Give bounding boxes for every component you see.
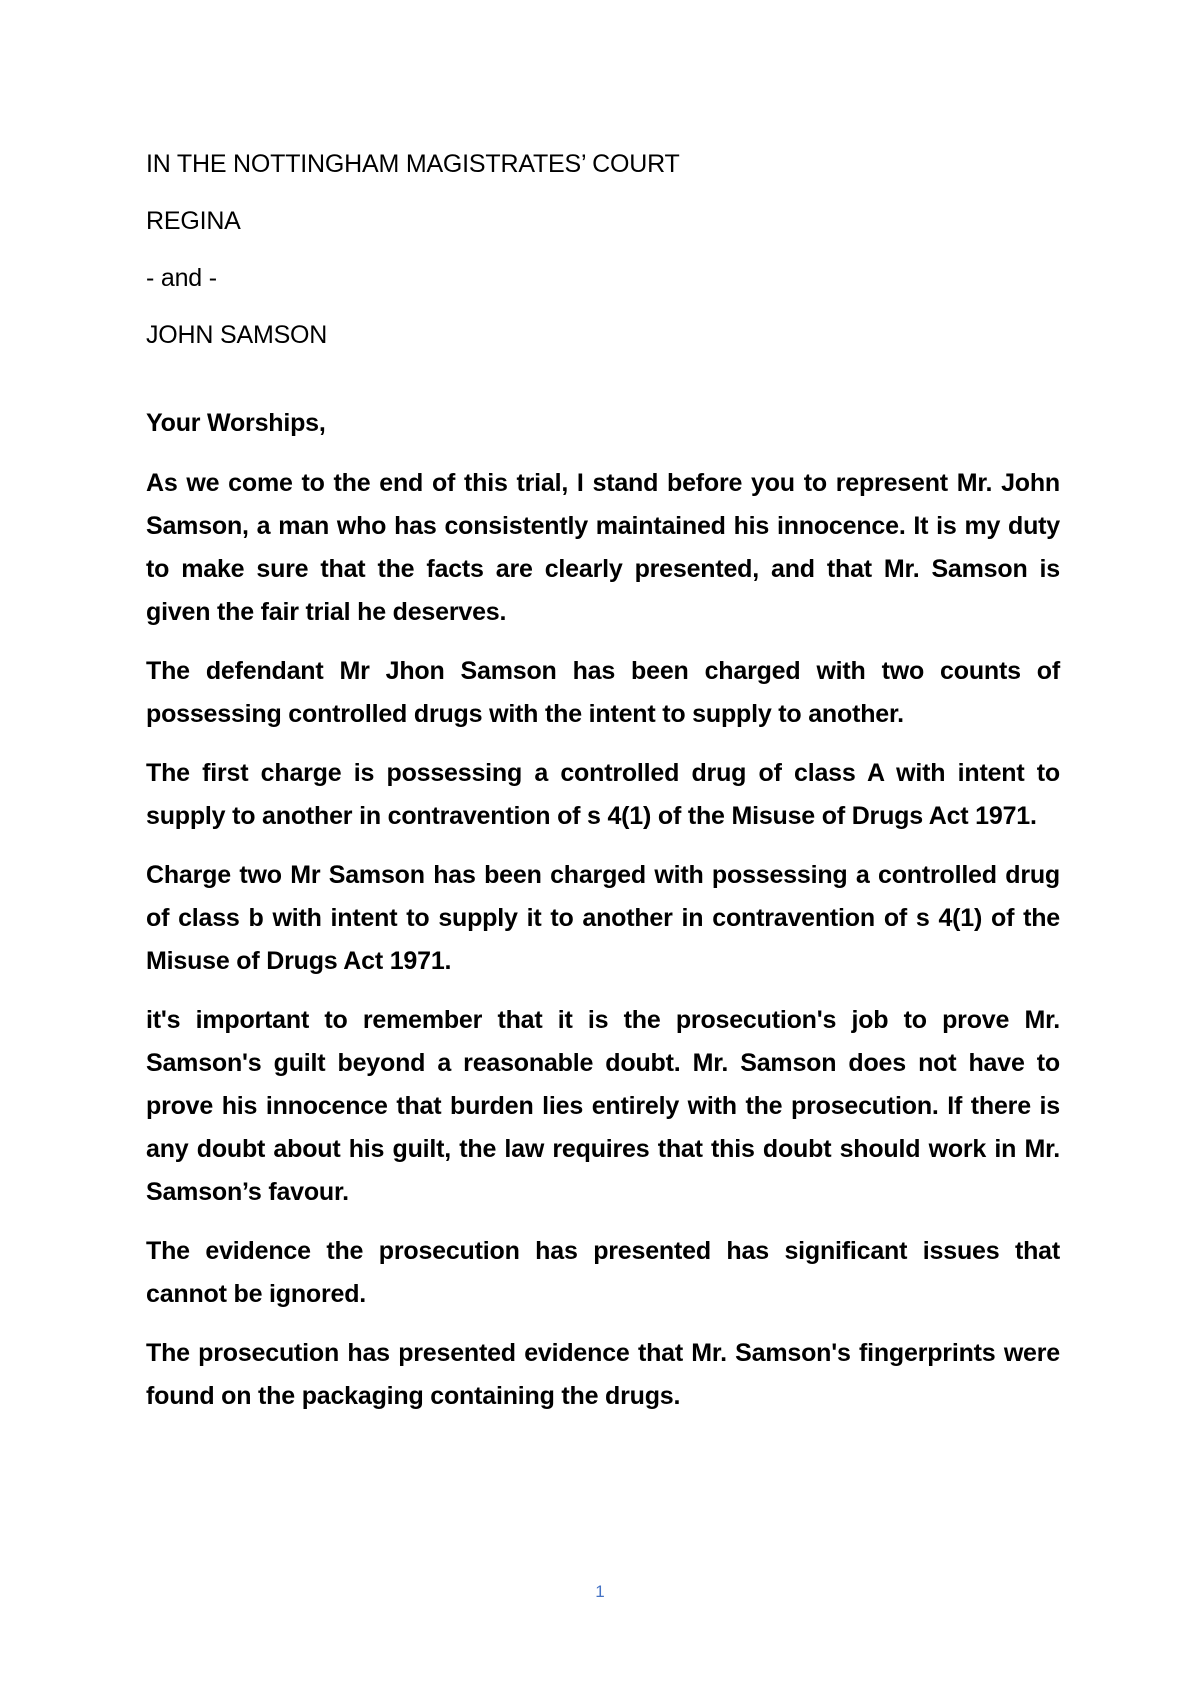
party-two: JOHN SAMSON — [146, 321, 328, 349]
salutation: Your Worships, — [146, 409, 326, 437]
paragraph-intro: As we come to the end of this trial, I stand before you to represent Mr. John Samson, a man who has consistently maintained his innocence. It is my duty to make sure that the facts are clearly presented, and that Mr. Samson is given the fair trial he deserves. — [146, 469, 1060, 626]
document-body — [146, 148, 1060, 1434]
page-number: 1 — [595, 1582, 605, 1601]
paragraph-first-charge: The first charge is possessing a controlled drug of class A with intent to supply to another in contravention of s 4(1) of the Misuse of Drugs Act 1971. — [146, 759, 1060, 830]
paragraph-charges: The defendant Mr Jhon Samson has been charged with two counts of possessing controlled drugs with the intent to supply to another. — [146, 657, 1060, 728]
party-one: REGINA — [146, 207, 241, 235]
party-separator: - and - — [146, 264, 217, 292]
paragraph-burden-of-proof: it's important to remember that it is the prosecution's job to prove Mr. Samson's guilt beyond a reasonable doubt. Mr. Samson does not have to prove his innocence that burden lies entirely with the prosecution. If there is any doubt about his guilt, the law requires that this doubt should work in Mr. Samson’s favour. — [146, 1006, 1060, 1206]
paragraph-evidence-issues: The evidence the prosecution has presented has significant issues that cannot be ignored. — [146, 1237, 1060, 1308]
paragraph-fingerprints: The prosecution has presented evidence that Mr. Samson's fingerprints were found on the packaging containing the drugs. — [146, 1339, 1060, 1410]
spacer — [146, 376, 1060, 407]
court-title: IN THE NOTTINGHAM MAGISTRATES’ COURT — [146, 150, 680, 178]
paragraph-second-charge: Charge two Mr Samson has been charged with possessing a controlled drug of class b with intent to supply it to another in contravention of s 4(1) of the Misuse of Drugs Act 1971. — [146, 861, 1060, 975]
